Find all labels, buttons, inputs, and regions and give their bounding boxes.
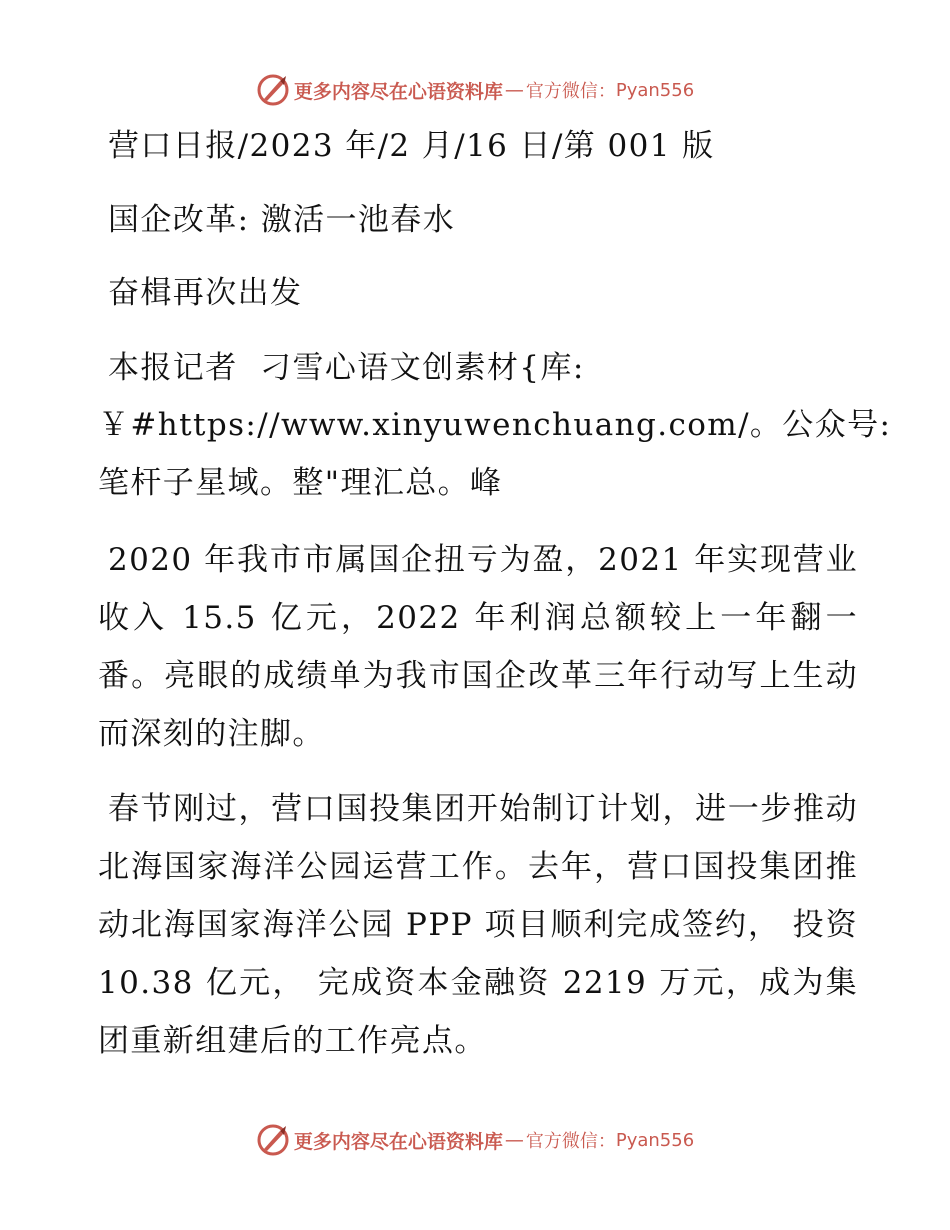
body-paragraph-2-text: 春节刚过，营口国投集团开始制订计划，进一步推动北海国家海洋公园运营工作。去年，营口国投集团推动北海国家海洋公园 PPP 项目顺利完成签约， 投资 10.38 亿元， 完成资本金融资 2219 万元，成为集团重新组建后的工作亮点。 (98, 791, 858, 1059)
source-line: 营口日报/2023 年/2 月/16 日/第 001 版 (108, 128, 715, 164)
watermark-wechat-id: Pyan556 (615, 1129, 695, 1151)
watermark-brand: 更多内容尽在心语资料库 (293, 80, 503, 103)
subheadline: 奋楫再次出发 (108, 275, 303, 311)
watermark-banner-top (0, 70, 950, 110)
watermark-banner-bottom (0, 1120, 950, 1160)
watermark-wechat-id: Pyan556 (615, 79, 695, 101)
quill-logo-icon (256, 73, 290, 107)
watermark-label: 官方微信： (525, 1131, 616, 1152)
watermark-label: 官方微信： (525, 81, 616, 102)
watermark-dash: — (504, 79, 524, 101)
body-paragraph-1 (98, 531, 858, 763)
body-paragraph-2 (98, 780, 858, 1070)
quill-logo-icon (256, 1123, 290, 1157)
watermark-brand: 更多内容尽在心语资料库 (293, 1130, 503, 1153)
byline-line-3: 笔杆子星域。整"理汇总。峰 (98, 465, 503, 501)
body-paragraph-1-text: 2020 年我市市属国企扭亏为盈，2021 年实现营业收入 15.5 亿元，2022 年利润总额较上一年翻一番。亮眼的成绩单为我市国企改革三年行动写上生动而深刻的注脚。 (98, 542, 858, 752)
byline-line-1: 本报记者 刁雪心语文创素材{库: (108, 350, 585, 386)
headline: 国企改革: 激活一池春水 (108, 202, 456, 238)
watermark-dash: — (504, 1129, 524, 1151)
byline-line-2: ￥#https://www.xinyuwenchuang.com/。公众号: (98, 407, 892, 443)
